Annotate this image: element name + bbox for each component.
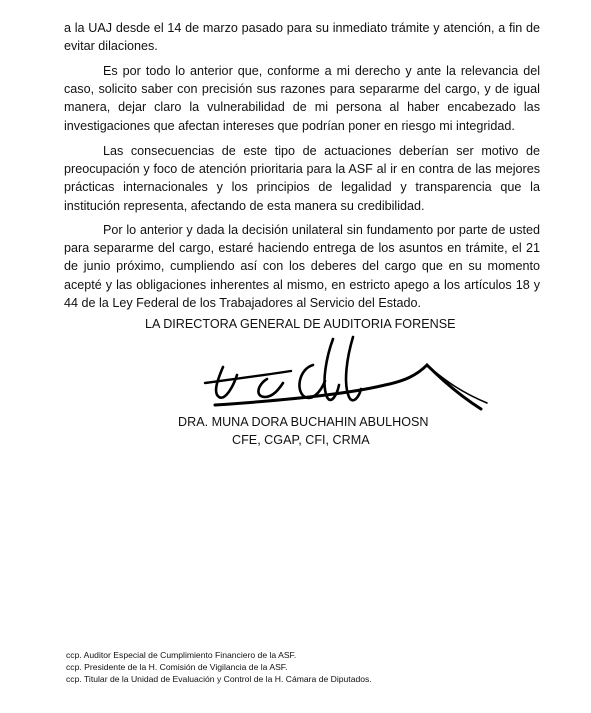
closing-title: LA DIRECTORA GENERAL DE AUDITORIA FORENSE <box>145 317 456 331</box>
handwritten-signature <box>195 335 495 415</box>
paragraph-text: Las consecuencias de este tipo de actuaciones deberían ser motivo de preocupación y foco de atención prioritaria para la ASF al ir en contra de las mejores prácticas internacionales y los principios de legalidad y transparencia que la institución representa, afectando de esta manera su credibilidad. <box>64 144 540 213</box>
paragraph-text: Es por todo lo anterior que, conforme a mi derecho y ante la relevancia del caso, solicito saber con precisión sus razones para separarme del cargo, y de igual manera, dejar claro la vulnerabilidad de mi persona al haber encabezado las investigaciones que afectan intereses que podrían poner en riesgo mi integridad. <box>64 64 540 133</box>
signer-credentials: CFE, CGAP, CFI, CRMA <box>232 433 370 447</box>
signer-name: DRA. MUNA DORA BUCHAHIN ABULHOSN <box>178 415 429 429</box>
cc-line: ccp. Titular de la Unidad de Evaluación y Control de la H. Cámara de Diputados. <box>66 674 372 684</box>
paragraph-continuation: a la UAJ desde el 14 de marzo pasado para su inmediato trámite y atención, a fin de evitar dilaciones. <box>64 21 540 54</box>
cc-line: ccp. Presidente de la H. Comisión de Vigilancia de la ASF. <box>66 662 288 672</box>
paragraph-request-reasons <box>64 62 540 135</box>
paragraph-consequences <box>64 142 540 215</box>
cc-line: ccp. Auditor Especial de Cumplimiento Financiero de la ASF. <box>66 650 297 660</box>
paragraph-text: Por lo anterior y dada la decisión unilateral sin fundamento por parte de usted para separarme del cargo, estaré haciendo entrega de los asuntos en trámite, el 21 de junio próximo, cumpliendo así con los deberes del cargo que en su momento acepté y las obligaciones inherentes al mismo, en estricto apego a los artículos 18 y 44 de la Ley Federal de los Trabajadores al Servicio del Estado. <box>64 223 540 310</box>
paragraph-handover <box>64 221 540 312</box>
